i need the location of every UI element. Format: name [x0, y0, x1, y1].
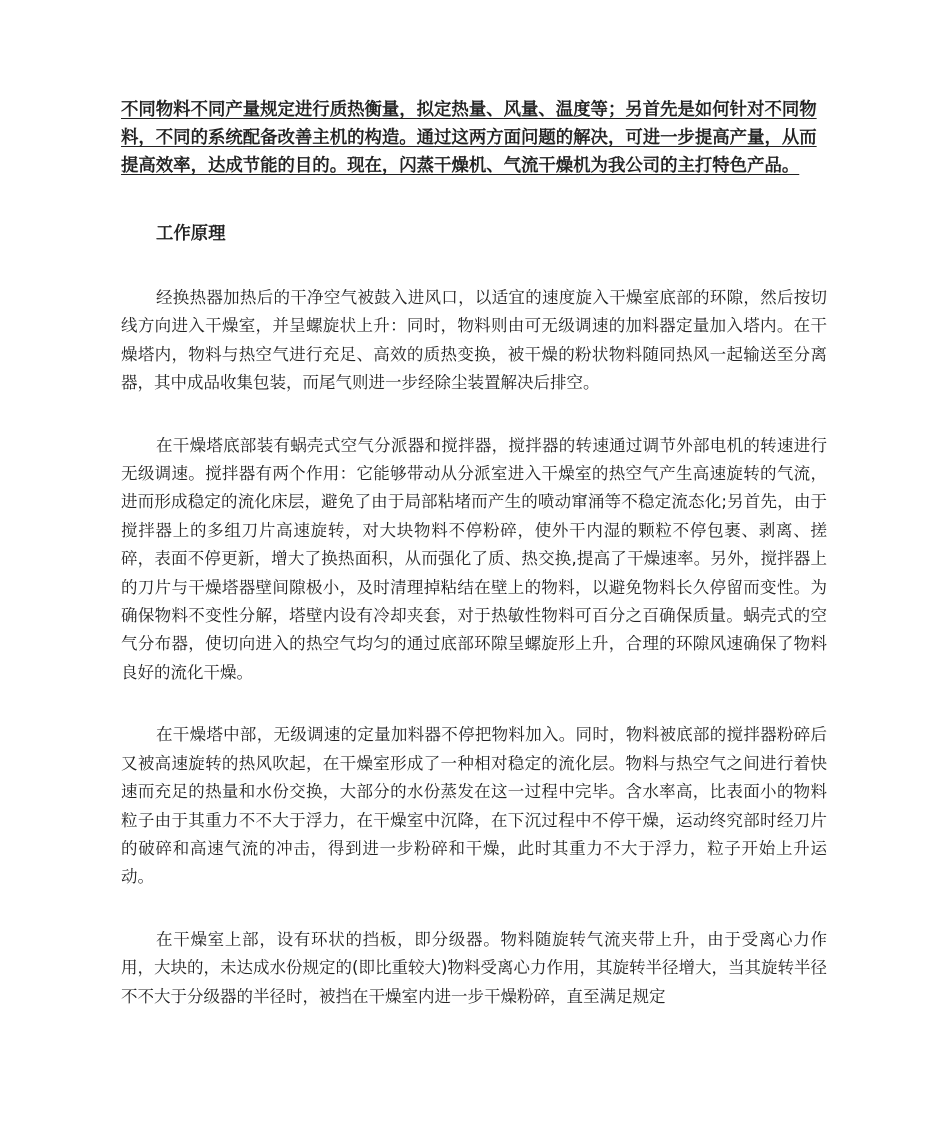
section-heading: 工作原理 [156, 224, 226, 244]
document-page [121, 96, 827, 1045]
body-paragraph-4: 在干燥室上部，设有环状的挡板，即分级器。物料随旋转气流夹带上升，由于受离心力作用，大块的，未达成水份规定的(即比重较大)物料受离心力作用，其旋转半径增大，当其旋转半径不不大于分级器的半径时，被挡在干燥室内进一步干燥粉碎，直至满足规定 [121, 929, 827, 1006]
body-paragraph-1: 经换热器加热后的干净空气被鼓入进风口，以适宜的速度旋入干燥室底部的环隙，然后按切线方向进入干燥室，并呈螺旋状上升：同时，物料则由可无级调速的加料器定量加入塔内。在干燥塔内，物料与热空气进行充足、高效的质热变换，被干燥的粉状物料随同热风一起输送至分离器，其中成品收集包装，而尾气则进一步经除尘装置解决后排空。 [121, 288, 827, 393]
body-paragraph-2: 在干燥塔底部装有蜗壳式空气分派器和搅拌器，搅拌器的转速通过调节外部电机的转速进行无级调速。搅拌器有两个作用：它能够带动从分派室进入干燥室的热空气产生高速旋转的气流，进而形成稳定的流化床层，避免了由于局部粘堵而产生的喷动窜涌等不稳定流态化;另首先，由于搅拌器上的多组刀片高速旋转，对大块物料不停粉碎，使外干内湿的颗粒不停包裹、剥离、搓碎，表面不停更新，增大了换热面积，从而强化了质、热交换,提高了干燥速率。另外，搅拌器上的刀片与干燥塔器壁间隙极小，及时清理掉粘结在壁上的物料，以避免物料长久停留而变性。为确保物料不变性分解，塔壁内设有冷却夹套，对于热敏性物料可百分之百确保质量。蜗壳式的空气分布器，使切向进入的热空气均匀的通过底部环隙呈螺旋形上升，合理的环隙风速确保了物料良好的流化干燥。 [121, 435, 827, 682]
body-paragraph-3: 在干燥塔中部，无级调速的定量加料器不停把物料加入。同时，物料被底部的搅拌器粉碎后又被高速旋转的热风吹起，在干燥室形成了一种相对稳定的流化层。物料与热空气之间进行着快速而充足的热量和水份交换，大部分的水份蒸发在这一过程中完毕。含水率高，比表面小的物料粒子由于其重力不不大于浮力，在干燥室中沉降，在下沉过程中不停干燥，运动终究部时经刀片的破碎和高速气流的冲击，得到进一步粉碎和干燥，此时其重力不大于浮力，粒子开始上升运动。 [121, 725, 827, 887]
intro-paragraph: 不同物料不同产量规定进行质热衡量，拟定热量、风量、温度等；另首先是如何针对不同物料，不同的系统配备改善主机的构造。通过这两方面问题的解决，可进一步提高产量，从而提高效率，达成节能的目的。现在，闪蒸干燥机、气流干燥机为我公司的主打特色产品。 [121, 100, 817, 176]
